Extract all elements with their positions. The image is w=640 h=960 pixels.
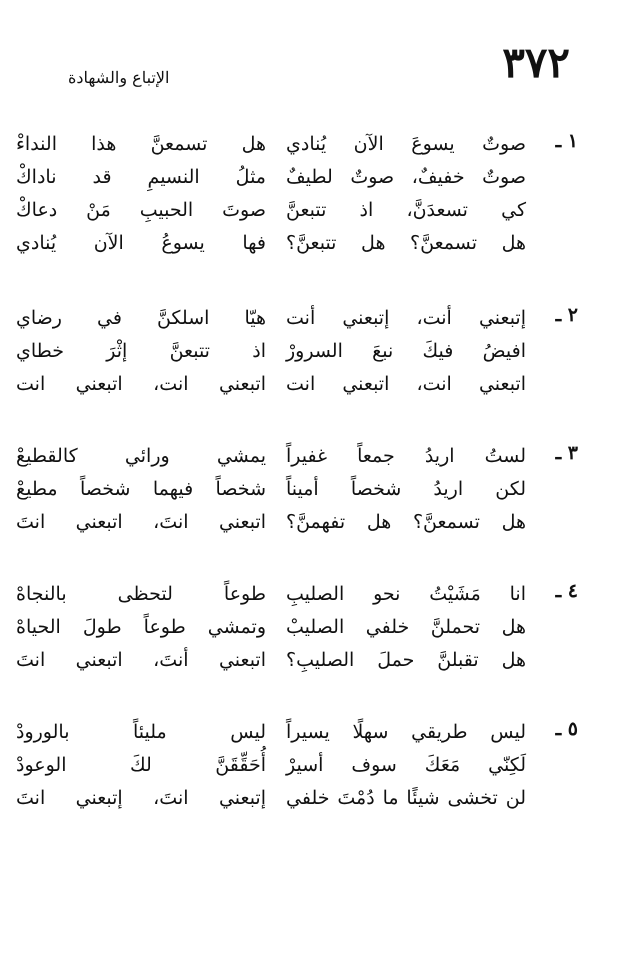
verse-column-left [16, 578, 266, 677]
verse-line: انا مَشَيْتُ نحو الصليبِ [286, 583, 526, 605]
verse-line: صوتَ الحبيبِ مَنْ دعاكْ [16, 199, 266, 221]
verse-line: هل تسمعنَّ هذا النداءْ [16, 133, 266, 155]
verse-column-left [16, 302, 266, 401]
verse-line: هل تسمعنَّ؟ هل تفهمنَّ؟ [286, 511, 526, 533]
verse-line: اتبعني انتَ، اتبعني انتَ [16, 511, 266, 533]
verse-line: إتبعني أنت، إتبعني أنت [286, 307, 526, 329]
verse-line: كي تسعدَنَّ، اذ تتبعنَّ [286, 199, 526, 221]
stanza-number: ٢ ـ [555, 304, 578, 326]
verse-line: اذ تتبعنَّ إثْرَ خطاي [16, 340, 266, 362]
verse-line: اتبعني انت، اتبعني انت [16, 373, 266, 395]
verse-line: لن تخشى شيئًا ما دُمْتَ خلفي [286, 787, 526, 809]
page-number: ٣٧٢ [502, 38, 570, 87]
verse-column-left [16, 440, 266, 539]
stanza-number: ٣ ـ [555, 442, 578, 464]
running-title: الإتباع والشهادة [68, 68, 170, 87]
verse-line: إتبعني انتَ، إتبعني انتَ [16, 787, 266, 809]
verse-line: يمشي ورائي كالقطيعْ [16, 445, 266, 467]
verse-column-left [16, 716, 266, 815]
verse-column-right [286, 716, 526, 815]
stanza-4 [16, 578, 578, 718]
verse-column-right [286, 302, 526, 401]
verse-line: افيضُ فيكَ نبعَ السرورْ [286, 340, 526, 362]
verse-line: هل تحملنَّ خلفي الصليبْ [286, 616, 526, 638]
verse-line: لَكِنّي مَعَكَ سوف أسيرْ [286, 754, 526, 776]
stanza-number: ٥ ـ [555, 718, 578, 740]
stanza-number: ١ ـ [555, 130, 578, 152]
stanza-1 [16, 128, 578, 268]
verse-line: صوتٌ خفيفٌ، صوتٌ لطيفٌ [286, 166, 526, 188]
verse-line: صوتٌ يسوعَ الآن يُنادي [286, 133, 526, 155]
stanza-5 [16, 716, 578, 856]
verse-line: وتمشي طوعاً طولَ الحياهْ [16, 616, 266, 638]
stanza-3 [16, 440, 578, 580]
verse-line: فها يسوعُ الآن يُنادي [16, 232, 266, 254]
verse-line: ليس مليئاً بالورودْ [16, 721, 266, 743]
verse-line: أُحَقِّقَنَّ لكَ الوعودْ [16, 754, 266, 776]
verse-line: اتبعني انت، اتبعني انت [286, 373, 526, 395]
verse-column-left [16, 128, 266, 260]
verse-line: هل تقبلنَّ حملَ الصليبِ؟ [286, 649, 526, 671]
verse-column-right [286, 578, 526, 677]
verse-line: مثلُ النسيمِ قد ناداكْ [16, 166, 266, 188]
verse-line: طوعاً لتحظى بالنجاهْ [16, 583, 266, 605]
verse-column-right [286, 440, 526, 539]
verse-line: شخصاً فيهما شخصاً مطيعْ [16, 478, 266, 500]
verse-line: اتبعني أنتَ، اتبعني انتَ [16, 649, 266, 671]
verse-line: هيّا اسلكنَّ في رضاي [16, 307, 266, 329]
verse-line: لستُ اريدُ جمعاً غفيراً [286, 445, 526, 467]
verse-column-right [286, 128, 526, 260]
verse-line: لكن اريدُ شخصاً أميناً [286, 478, 526, 500]
verse-line: هل تسمعنَّ؟ هل تتبعنَّ؟ [286, 232, 526, 254]
verse-line: ليس طريقي سهلًا يسيراً [286, 721, 526, 743]
stanza-2 [16, 302, 578, 442]
stanza-number: ٤ ـ [555, 580, 578, 602]
